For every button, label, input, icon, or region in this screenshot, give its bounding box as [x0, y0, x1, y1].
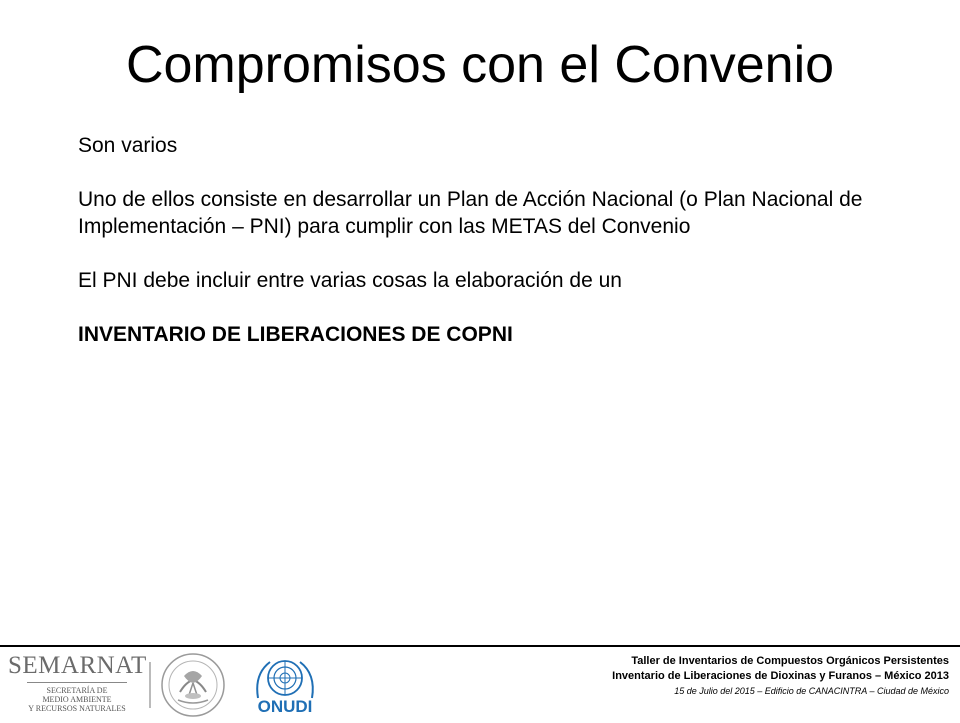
body-paragraph-intro: Son varios	[78, 134, 178, 157]
body-paragraph-inventory: INVENTARIO DE LIBERACIONES DE COPNI	[78, 323, 513, 346]
body-paragraph-plan: Uno de ellos consiste en desarrollar un Plan de Acción Nacional (o Plan Nacional de Implementación – PNI) para cumplir con las METAS del Convenio	[78, 188, 863, 238]
footer-inventory-title: Inventario de Liberaciones de Dioxinas y Furanos – México 2013	[612, 670, 949, 682]
semarnat-logo-name: SEMARNAT	[8, 652, 147, 679]
footer-workshop-title: Taller de Inventarios de Compuestos Orgánicos Persistentes	[631, 655, 949, 667]
semarnat-logo-sub-1: SECRETARÍA DE	[46, 686, 108, 695]
onudi-logo	[250, 654, 320, 716]
slide-title: Compromisos con el Convenio	[125, 36, 835, 94]
logo-separator	[149, 662, 151, 708]
footer-date-location: 15 de Julio del 2015 – Edificio de CANACINTRA – Ciudad de México	[674, 686, 949, 696]
semarnat-logo	[8, 651, 146, 717]
mexico-seal-icon	[158, 652, 228, 718]
footer-text	[469, 654, 949, 698]
slide-body	[78, 132, 878, 348]
semarnat-logo-sub-2: MEDIO AMBIENTE	[42, 695, 112, 704]
semarnat-logo-rule	[27, 682, 127, 683]
onudi-logo-label: ONUDI	[257, 697, 313, 716]
footer-divider	[0, 645, 960, 647]
body-paragraph-pni: El PNI debe incluir entre varias cosas la elaboración de un	[78, 269, 622, 292]
semarnat-logo-sub-3: Y RECURSOS NATURALES	[28, 704, 126, 713]
